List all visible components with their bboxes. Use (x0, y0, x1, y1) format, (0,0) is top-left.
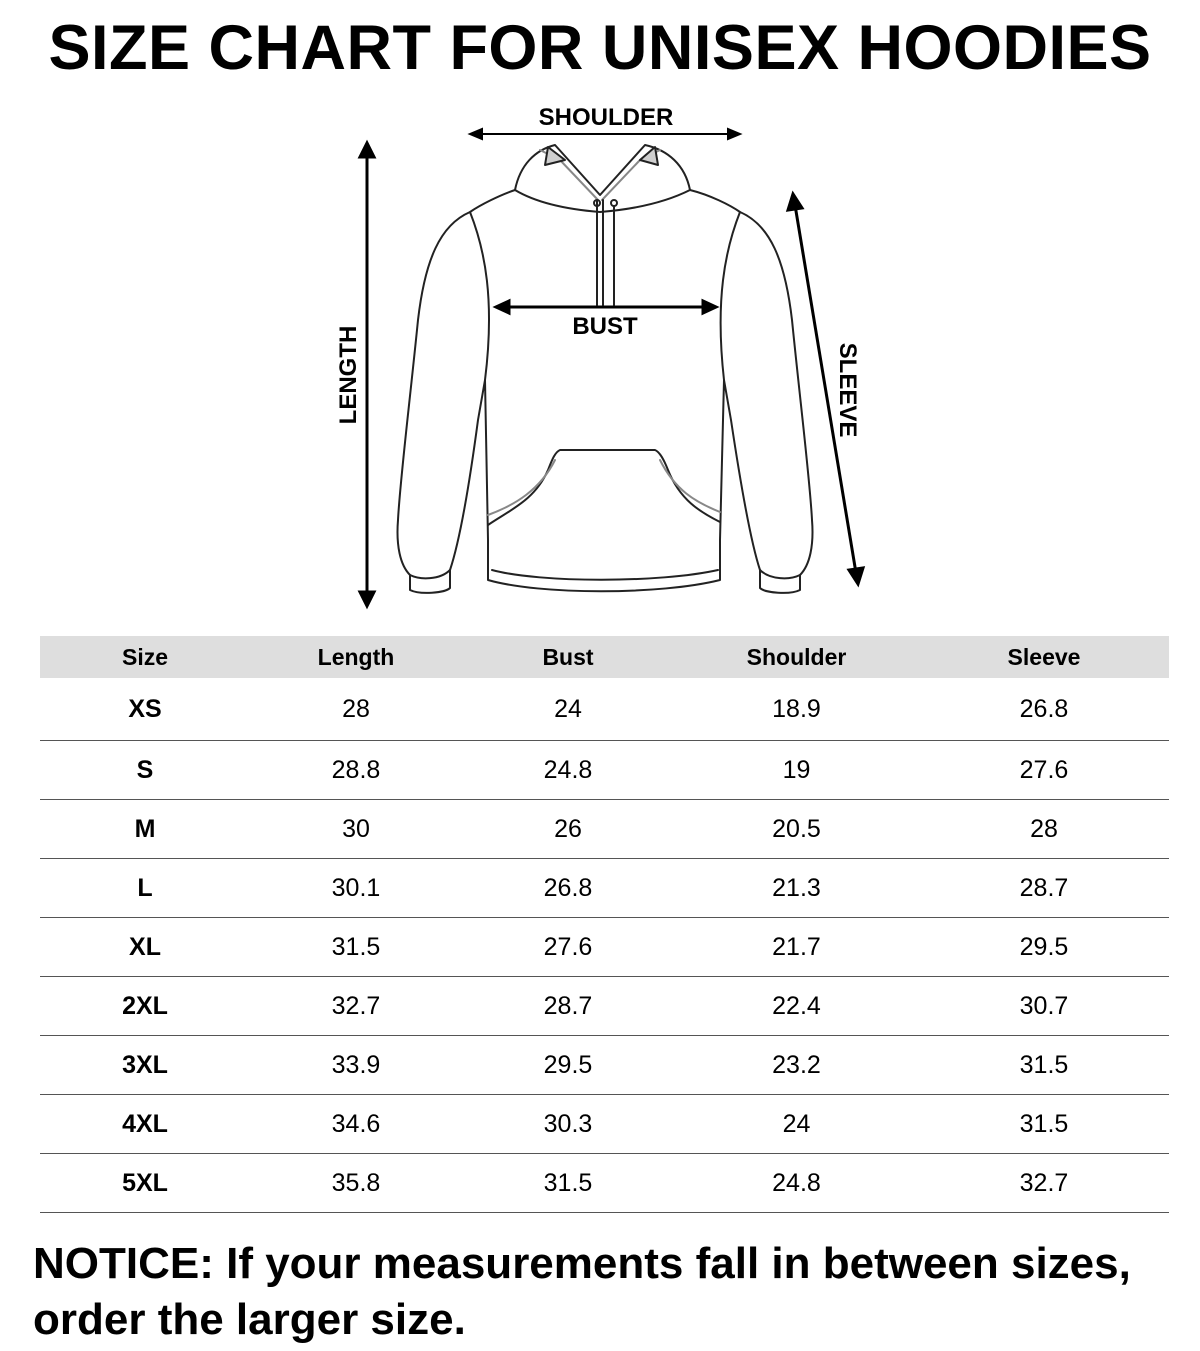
size-cell: 3XL (40, 1036, 250, 1095)
table-header-row (40, 636, 1169, 678)
measurement-cell: 33.9 (250, 1036, 462, 1095)
size-cell: XL (40, 918, 250, 977)
table-row (40, 1036, 1169, 1095)
measurement-cell: 30.1 (250, 859, 462, 918)
hoodie-outline-icon (398, 145, 813, 593)
measurement-cell: 30 (250, 800, 462, 859)
measurement-cell: 32.7 (919, 1154, 1169, 1213)
size-table (40, 636, 1169, 1213)
table-body (40, 678, 1169, 1213)
measurement-cell: 35.8 (250, 1154, 462, 1213)
measurement-cell: 20.5 (674, 800, 919, 859)
measurement-cell: 24.8 (462, 741, 674, 800)
bust-label: BUST (572, 313, 638, 340)
measurement-cell: 27.6 (919, 741, 1169, 800)
table-row (40, 1154, 1169, 1213)
measurement-cell: 24 (462, 678, 674, 741)
bust-arrow-icon (496, 301, 716, 313)
measurement-cell: 28 (250, 678, 462, 741)
measurement-cell: 19 (674, 741, 919, 800)
size-cell: 4XL (40, 1095, 250, 1154)
length-arrow-icon (360, 143, 374, 606)
size-cell: S (40, 741, 250, 800)
measurement-cell: 32.7 (250, 977, 462, 1036)
hoodie-diagram (0, 0, 1200, 630)
measurement-cell: 31.5 (919, 1036, 1169, 1095)
table-row (40, 741, 1169, 800)
measurement-cell: 26 (462, 800, 674, 859)
measurement-cell: 22.4 (674, 977, 919, 1036)
notice-text: NOTICE: If your measurements fall in between sizes, order the larger size. (33, 1239, 1131, 1344)
measurement-cell: 34.6 (250, 1095, 462, 1154)
measurement-cell: 24.8 (674, 1154, 919, 1213)
table-row (40, 918, 1169, 977)
column-header-length: Length (250, 636, 462, 678)
measurement-cell: 29.5 (919, 918, 1169, 977)
measurement-cell: 28.8 (250, 741, 462, 800)
measurement-cell: 30.7 (919, 977, 1169, 1036)
column-header-bust: Bust (462, 636, 674, 678)
column-header-size: Size (40, 636, 250, 678)
page-title: SIZE CHART FOR UNISEX HOODIES (48, 13, 1152, 83)
measurement-cell: 31.5 (250, 918, 462, 977)
table-row (40, 800, 1169, 859)
size-table-container (40, 636, 1169, 1213)
measurement-cell: 26.8 (919, 678, 1169, 741)
measurement-cell: 28 (919, 800, 1169, 859)
size-cell: 2XL (40, 977, 250, 1036)
length-label: LENGTH (335, 325, 362, 425)
table-row (40, 859, 1169, 918)
size-cell: XS (40, 678, 250, 741)
measurement-cell: 29.5 (462, 1036, 674, 1095)
size-cell: M (40, 800, 250, 859)
measurement-cell: 21.3 (674, 859, 919, 918)
measurement-cell: 21.7 (674, 918, 919, 977)
measurement-cell: 26.8 (462, 859, 674, 918)
measurement-cell: 30.3 (462, 1095, 674, 1154)
measurement-cell: 27.6 (462, 918, 674, 977)
measurement-cell: 24 (674, 1095, 919, 1154)
measurement-cell: 23.2 (674, 1036, 919, 1095)
size-cell: L (40, 859, 250, 918)
measurement-cell: 18.9 (674, 678, 919, 741)
measurement-cell: 31.5 (462, 1154, 674, 1213)
sleeve-label: SLEEVE (834, 342, 861, 438)
table-row (40, 1095, 1169, 1154)
table-row (40, 977, 1169, 1036)
column-header-shoulder: Shoulder (674, 636, 919, 678)
table-row (40, 678, 1169, 741)
measurement-cell: 31.5 (919, 1095, 1169, 1154)
column-header-sleeve: Sleeve (919, 636, 1169, 678)
measurement-cell: 28.7 (919, 859, 1169, 918)
measurement-cell: 28.7 (462, 977, 674, 1036)
shoulder-label: SHOULDER (538, 104, 674, 131)
size-cell: 5XL (40, 1154, 250, 1213)
